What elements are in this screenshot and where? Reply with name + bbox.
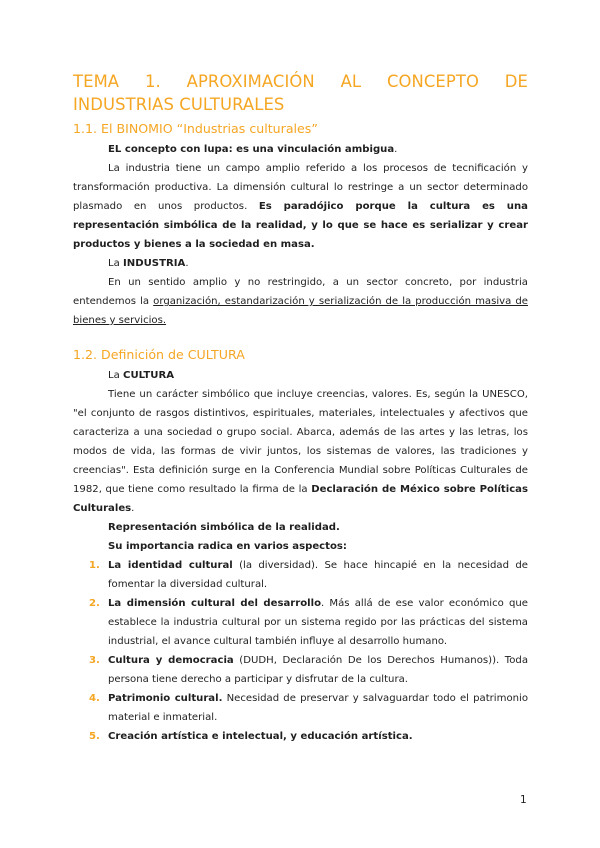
representacion-line: Representación simbólica de la realidad. — [108, 522, 340, 533]
list-item: 2. La dimensión cultural del desarrollo. Más allá de ese valor económico que establece la industria cultural por un sistema regido por las prácticas del sistema industrial, el avance cultural también influye al desarrollo humano. — [89, 598, 528, 647]
importancia-line: Su importancia radica en varios aspectos: — [108, 541, 347, 552]
section-heading-binomio: 1.1. El BINOMIO “Industrias culturales” — [73, 121, 318, 136]
paragraph-cultura-unesco: Tiene un carácter simbólico que incluye creencias, valores. Es, según la UNESCO, "el conjunto de rasgos distintivos, espirituales, materiales, intelectuales y afectivos que caracteriza a una sociedad o grupo social. Abarca, además de las artes y las letras, los modos de vida, las formas de vivir juntos, los sistemas de valores, las tradiciones y creencias". Esta definición surge en la Conferencia Mundial sobre Políticas Culturales de 1982, que tiene como resultado la firma de la Declaración de México sobre Políticas Culturales. — [73, 389, 528, 514]
section-heading-cultura: 1.2. Definición de CULTURA — [73, 347, 245, 362]
list-item: 1. La identidad cultural (la diversidad). Se hace hincapié en la necesidad de fomentar la diversidad cultural. — [89, 560, 528, 590]
list-item: 5. Creación artística e intelectual, y educación artística. — [89, 731, 413, 742]
page-title: TEMA 1. APROXIMACIÓN AL CONCEPTO DE INDUSTRIAS CULTURALES — [73, 72, 528, 114]
list-item: 3. Cultura y democracia (DUDH, Declaración De los Derechos Humanos)). Toda persona tiene derecho a participar y disfrutar de la cultura. — [89, 655, 528, 685]
paragraph-bold: Es paradójico porque la cultura es una representación simbólica de la realidad, y lo que se hace es serializar y crear productos y bienes a la sociedad en masa. — [73, 201, 528, 250]
paragraph-industria-campo: La industria tiene un campo amplio referido a los procesos de tecnificación y transformación productiva. La dimensión cultural lo restringe a un sector determinado plasmado en unos productos. Es paradójico porque la cultura es una representación simbólica de la realidad, y lo que se hace es serializar y crear productos y bienes a la sociedad en masa. — [73, 163, 528, 250]
list-item: 4. Patrimonio cultural. Necesidad de preservar y salvaguardar todo el patrimonio material e inmaterial. — [89, 693, 528, 723]
underlined-definition: organización, estandarización y serialización de la producción masiva de bienes y servicios. — [73, 296, 528, 326]
subheading-bold: EL concepto con lupa: es una vinculación ambigua — [108, 144, 395, 155]
subheading-concepto: EL concepto con lupa: es una vinculación ambigua. — [108, 144, 398, 155]
label-cultura: La CULTURA — [108, 370, 175, 381]
declaracion-bold: Declaración de México sobre Políticas Culturales — [73, 484, 528, 514]
aspects-list — [73, 556, 528, 746]
paragraph-industria-definicion: En un sentido amplio y no restringido, a un sector concreto, por industria entendemos la organización, estandarización y serialización de la producción masiva de bienes y servicios. — [73, 277, 528, 326]
label-industria: La INDUSTRIA. — [108, 258, 189, 269]
document-page — [73, 70, 528, 746]
page-number: 1 — [520, 794, 527, 806]
